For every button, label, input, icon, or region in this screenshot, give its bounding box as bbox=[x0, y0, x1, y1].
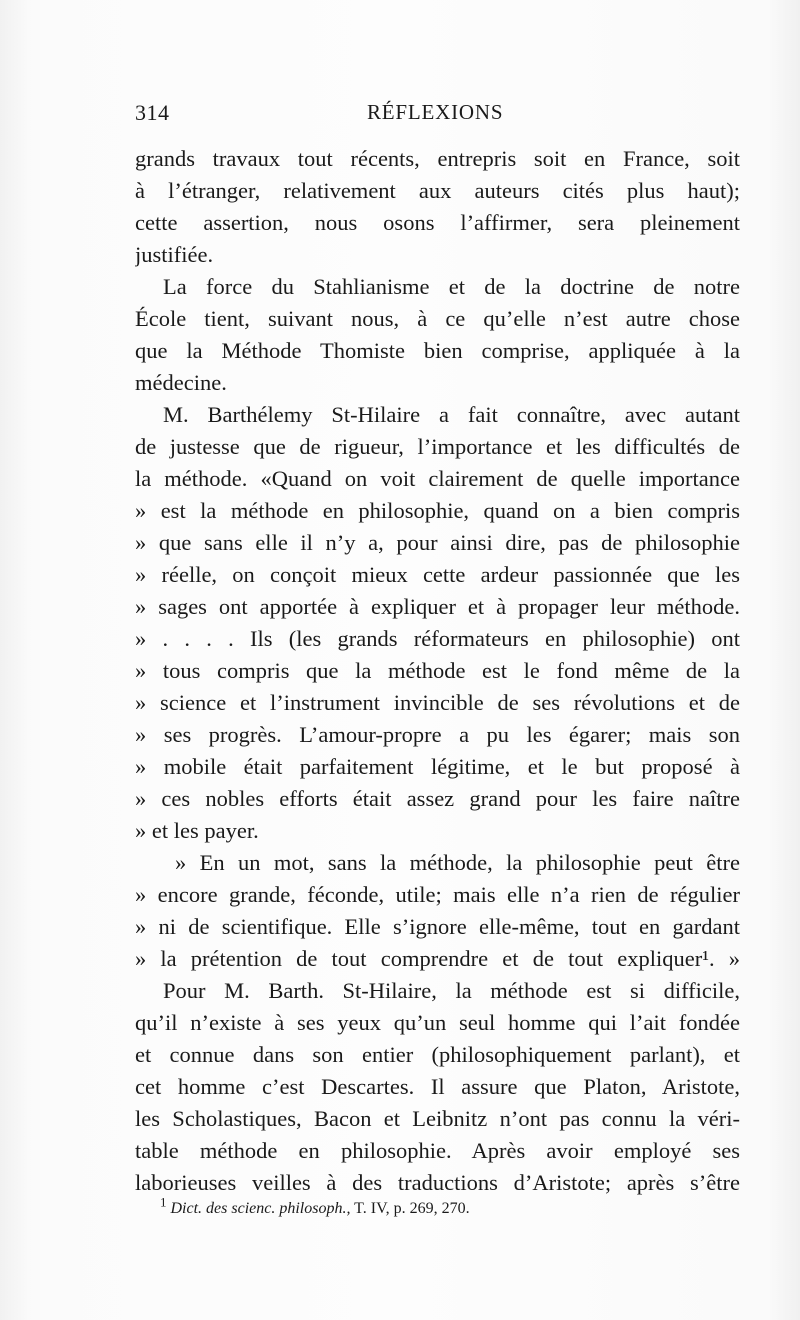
running-head: RÉFLEXIONS bbox=[367, 100, 504, 124]
footnote-marker: 1 bbox=[160, 1194, 167, 1210]
text-line: » encore grande, féconde, utile; mais elle n’a rien de régulier bbox=[135, 882, 740, 907]
footnote-reference: T. IV, p. 269, 270. bbox=[350, 1200, 470, 1217]
text-line: » sages ont apportée à expliquer et à propager leur méthode. bbox=[135, 594, 740, 619]
text-line: médecine. bbox=[135, 370, 227, 395]
text-line: » ses progrès. L’amour-propre a pu les égarer; mais son bbox=[135, 722, 740, 747]
text-line: la méthode. «Quand on voit clairement de quelle importance bbox=[135, 466, 740, 491]
text-line: justifiée. bbox=[135, 242, 214, 267]
text-line: que la Méthode Thomiste bien comprise, appliquée à la bbox=[135, 338, 740, 363]
text-line: de justesse que de rigueur, l’importance et les difficultés de bbox=[135, 434, 740, 459]
footnote bbox=[160, 1194, 470, 1220]
text-line: La force du Stahlianisme et de la doctrine de notre bbox=[163, 274, 740, 299]
text-line: » ni de scientifique. Elle s’ignore elle-même, tout en gardant bbox=[135, 914, 740, 939]
text-line: » En un mot, sans la méthode, la philosophie peut être bbox=[175, 850, 740, 875]
text-line: qu’il n’existe à ses yeux qu’un seul homme qui l’ait fondée bbox=[135, 1010, 740, 1035]
text-line: grands travaux tout récents, entrepris soit en France, soit bbox=[135, 146, 740, 171]
text-line: » tous compris que la méthode est le fond même de la bbox=[135, 658, 740, 683]
text-line: » ces nobles efforts était assez grand pour les faire naître bbox=[135, 786, 740, 811]
text-line: » réelle, on conçoit mieux cette ardeur passionnée que les bbox=[135, 562, 740, 587]
text-line: École tient, suivant nous, à ce qu’elle n’est autre chose bbox=[135, 306, 740, 331]
text-line: » la prétention de tout comprendre et de tout expliquer¹. » bbox=[135, 946, 740, 971]
text-line: cet homme c’est Descartes. Il assure que Platon, Aristote, bbox=[135, 1074, 740, 1099]
footnote-source-title: Dict. des scienc. philosoph., bbox=[170, 1200, 351, 1217]
text-line: » science et l’instrument invincible de ses révolutions et de bbox=[135, 690, 740, 715]
text-line: » que sans elle il n’y a, pour ainsi dire, pas de philosophie bbox=[135, 530, 740, 555]
text-line: » et les payer. bbox=[135, 818, 259, 843]
text-line: Pour M. Barth. St-Hilaire, la méthode est si difficile, bbox=[163, 978, 740, 1003]
text-line: » est la méthode en philosophie, quand on a bien compris bbox=[135, 498, 740, 523]
text-line: et connue dans son entier (philosophiquement parlant), et bbox=[135, 1042, 740, 1067]
text-line: cette assertion, nous osons l’affirmer, sera pleinement bbox=[135, 210, 740, 235]
text-line: » mobile était parfaitement légitime, et le but proposé à bbox=[135, 754, 740, 779]
page-number: 314 bbox=[135, 100, 170, 125]
text-line: les Scholastiques, Bacon et Leibnitz n’ont pas connu la véri- bbox=[135, 1106, 740, 1131]
text-line: M. Barthélemy St-Hilaire a fait connaître, avec autant bbox=[163, 402, 740, 427]
text-line: table méthode en philosophie. Après avoir employé ses bbox=[135, 1138, 740, 1163]
text-line: » . . . . Ils (les grands réformateurs en philosophie) ont bbox=[135, 626, 740, 651]
body-text bbox=[135, 143, 740, 1199]
text-line: à l’étranger, relativement aux auteurs cités plus haut); bbox=[135, 178, 740, 203]
text-line: laborieuses veilles à des traductions d’Aristote; après s’être bbox=[135, 1170, 740, 1195]
page-header bbox=[135, 100, 740, 134]
